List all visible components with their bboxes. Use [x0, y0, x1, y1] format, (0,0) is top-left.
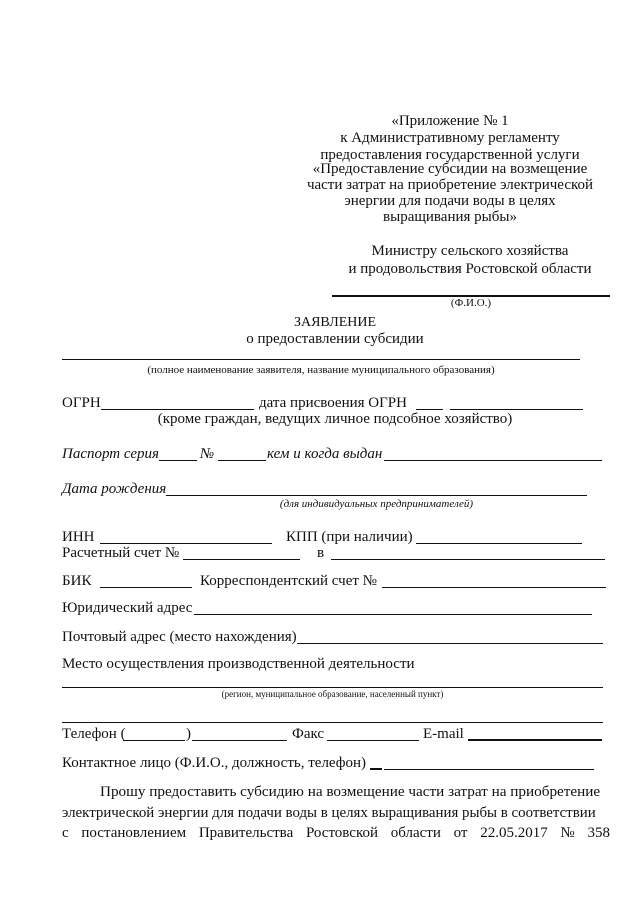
passport-number-label: №	[200, 446, 215, 462]
corr-account-label: Корреспондентский счет №	[200, 573, 377, 589]
phone-number-field[interactable]	[192, 740, 287, 741]
body-line-3	[62, 826, 610, 841]
body-word: области	[390, 825, 441, 841]
activity-place-label: Место осуществления производственной деятельности	[62, 656, 415, 672]
body-word: с	[62, 825, 69, 841]
header-line: «Приложение № 1	[391, 113, 509, 129]
fax-field[interactable]	[327, 740, 419, 741]
bik-label: БИК	[62, 573, 92, 589]
birth-date-field[interactable]	[166, 495, 587, 496]
ogrn-label: ОГРН	[62, 395, 101, 411]
corr-account-field[interactable]	[382, 587, 606, 588]
email-field[interactable]	[468, 739, 602, 741]
blank-line[interactable]	[62, 722, 603, 723]
bank-label: в	[317, 545, 325, 561]
passport-series-field[interactable]	[159, 460, 197, 461]
bank-field[interactable]	[331, 559, 605, 560]
legal-address-label: Юридический адрес	[62, 600, 193, 616]
body-word: №	[560, 825, 575, 841]
birth-date-label: Дата рождения	[62, 481, 167, 497]
postal-address-label: Почтовый адрес (место нахождения)	[62, 629, 297, 645]
birth-date-caption: (для индивидуальных предпринимателей)	[279, 498, 474, 510]
header-line: предоставления государственной услуги	[320, 147, 580, 163]
email-label: E-mail	[423, 726, 464, 742]
header-line: выращивания рыбы»	[383, 209, 517, 225]
contact-field-1[interactable]	[370, 768, 382, 770]
header-line: части затрат на приобретение электрической	[306, 177, 594, 193]
header-line: энергии для подачи воды в целях	[344, 193, 556, 209]
account-field[interactable]	[183, 559, 300, 560]
document-title: ЗАЯВЛЕНИЕ	[293, 315, 377, 330]
header-line: к Административному регламенту	[340, 130, 560, 146]
ogrn-date-field-2[interactable]	[450, 409, 583, 410]
passport-number-field[interactable]	[218, 460, 266, 461]
phone-label: Телефон (	[62, 726, 126, 742]
applicant-name-line	[62, 359, 580, 360]
ogrn-date-label: дата присвоения ОГРН	[259, 395, 407, 411]
inn-field[interactable]	[100, 543, 272, 544]
inn-label: ИНН	[62, 529, 95, 545]
header-line: «Предоставление субсидии на возмещение	[312, 161, 588, 177]
phone-code-field[interactable]	[123, 740, 185, 741]
passport-series-label: Паспорт серия	[62, 446, 159, 462]
kpp-field[interactable]	[416, 543, 582, 544]
body-word: Ростовской	[305, 825, 379, 841]
activity-place-field[interactable]	[62, 687, 603, 688]
postal-address-field[interactable]	[297, 643, 603, 644]
body-word: 22.05.2017	[480, 825, 548, 841]
fax-label: Факс	[292, 726, 325, 742]
body-line-2: электрической энергии для подачи воды в целях выращивания рыбы в соответствии	[62, 805, 596, 821]
kpp-label: КПП (при наличии)	[286, 529, 413, 545]
body-word: Правительства	[198, 825, 294, 841]
body-word: постановлением	[81, 825, 187, 841]
body-word: 358	[587, 825, 610, 841]
applicant-caption: (полное наименование заявителя, название муниципального образования)	[147, 364, 495, 376]
fio-caption: (Ф.И.О.)	[450, 297, 492, 309]
bik-field[interactable]	[100, 587, 192, 588]
activity-place-caption: (регион, муниципальное образование, населенный пункт)	[221, 689, 444, 699]
phone-close: )	[186, 726, 191, 742]
addressee-line: Министру сельского хозяйства	[371, 243, 569, 259]
legal-address-field[interactable]	[194, 614, 592, 615]
passport-issued-label: кем и когда выдан	[267, 446, 383, 462]
ogrn-date-field-1[interactable]	[416, 409, 443, 410]
ogrn-note: (кроме граждан, ведущих личное подсобное хозяйство)	[157, 411, 513, 427]
body-word: от	[453, 825, 468, 841]
document-subtitle: о предоставлении субсидии	[246, 331, 424, 347]
contact-label: Контактное лицо (Ф.И.О., должность, телефон)	[62, 755, 367, 771]
account-label: Расчетный счет №	[62, 545, 180, 561]
addressee-line: и продовольствия Ростовской области	[348, 261, 592, 277]
contact-field-2[interactable]	[384, 769, 594, 770]
body-line-1: Прошу предоставить субсидию на возмещение части затрат на приобретение	[100, 783, 601, 800]
ogrn-field[interactable]	[101, 409, 254, 410]
passport-issued-field[interactable]	[384, 460, 602, 461]
